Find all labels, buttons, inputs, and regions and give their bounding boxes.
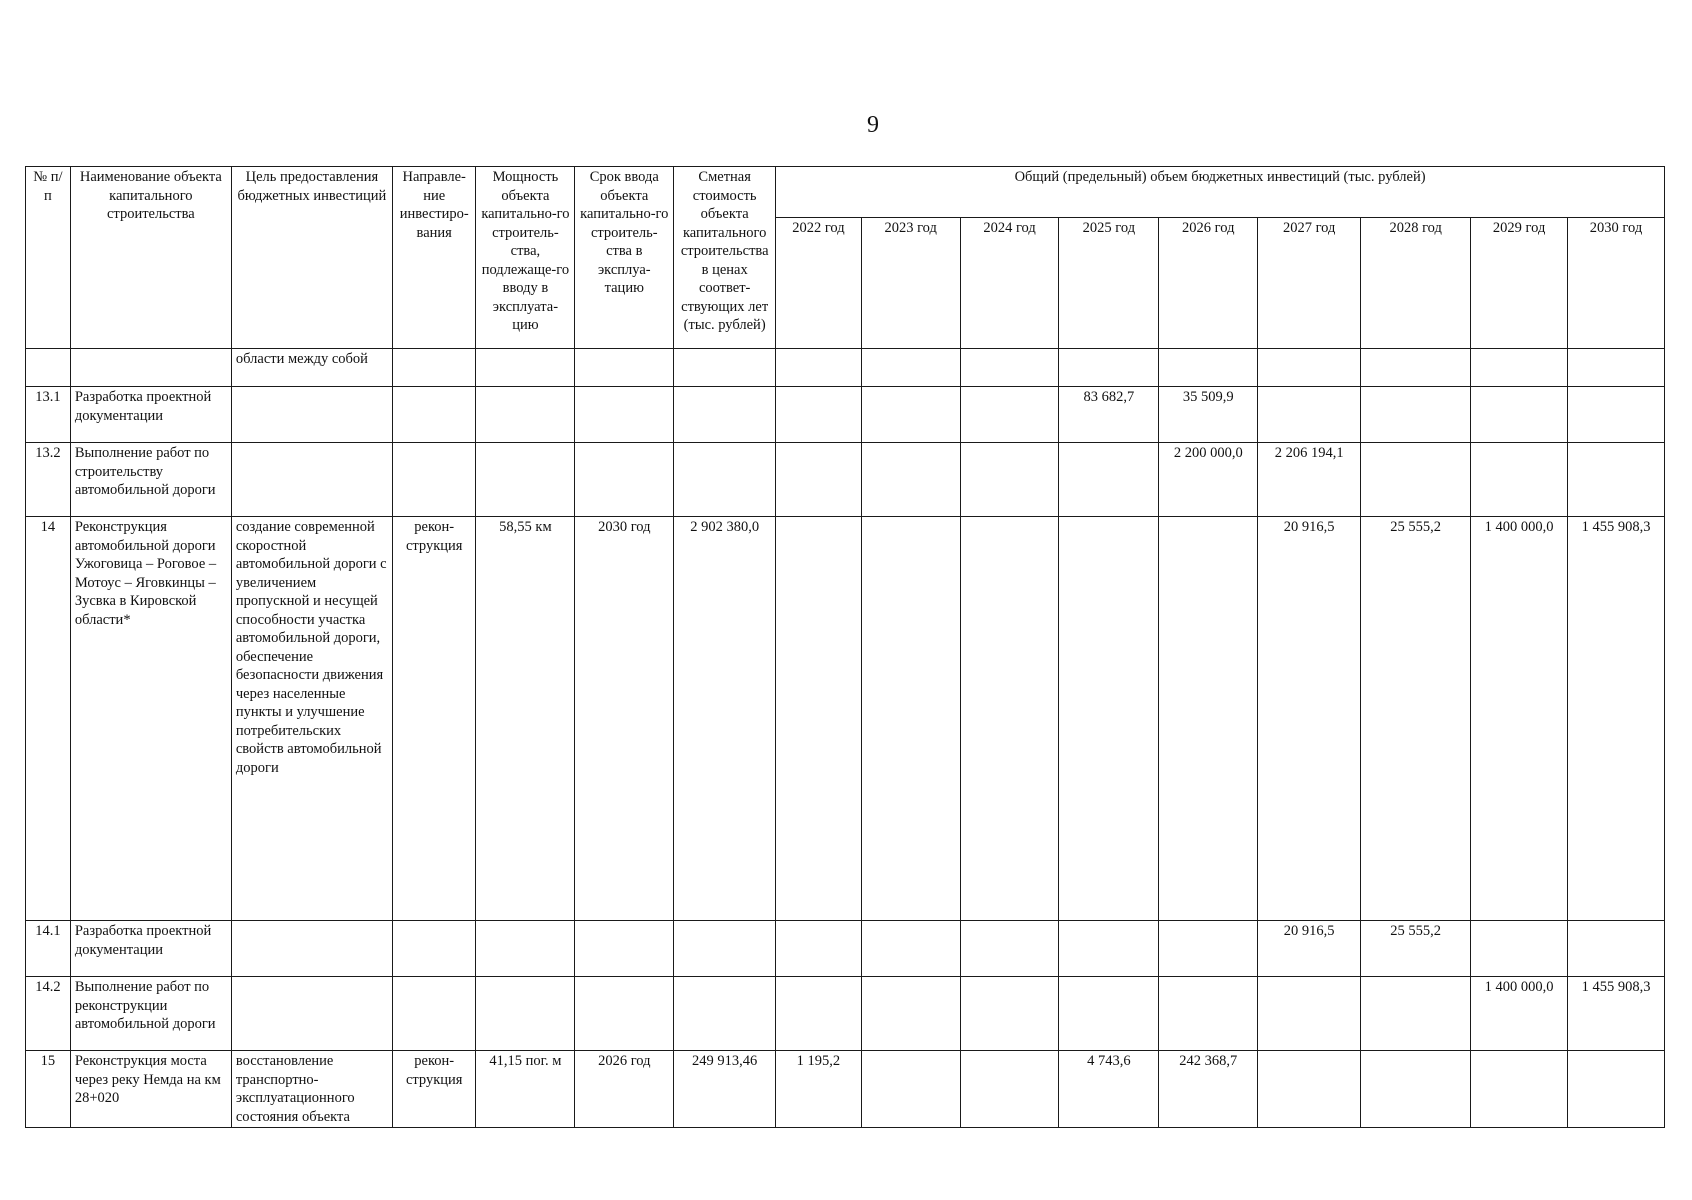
year-value: [1159, 977, 1258, 1051]
year-value: [1568, 387, 1665, 443]
table-row: [26, 443, 1665, 517]
header-year: 2025 год: [1059, 218, 1159, 349]
page-number: 9: [867, 112, 879, 138]
year-value: [960, 1051, 1059, 1128]
header-year: 2024 год: [960, 218, 1059, 349]
object-capacity: 41,15 пог. м: [476, 1051, 575, 1128]
header-term: Срок ввода объекта капитально-го строитель-ства в эксплуа-тацию: [575, 167, 674, 349]
year-value: [1361, 977, 1471, 1051]
year-value: [776, 443, 862, 517]
year-value: 242 368,7: [1159, 1051, 1258, 1128]
year-value: [776, 977, 862, 1051]
header-year: 2023 год: [861, 218, 960, 349]
year-value: 25 555,2: [1361, 921, 1471, 977]
row-number: 14.1: [26, 921, 71, 977]
object-capacity: [476, 443, 575, 517]
investment-direction: рекон-струкция: [392, 517, 476, 921]
header-purpose: Цель предоставления бюджетных инвестиций: [231, 167, 392, 349]
year-value: [960, 349, 1059, 387]
year-value: [1159, 349, 1258, 387]
header-direction: Направле-ние инвестиро-вания: [392, 167, 476, 349]
investment-direction: [392, 443, 476, 517]
object-capacity: [476, 349, 575, 387]
year-value: [861, 517, 960, 921]
object-capacity: 58,55 км: [476, 517, 575, 921]
header-total-investment: Общий (предельный) объем бюджетных инвестиций (тыс. рублей): [776, 167, 1665, 218]
year-value: [960, 387, 1059, 443]
year-value: [960, 443, 1059, 517]
header-year: 2029 год: [1471, 218, 1568, 349]
investment-purpose: области между собой: [231, 349, 392, 387]
investment-purpose: создание современной скоростной автомобильной дороги с увеличением пропускной и несущей способности участка автомобильной дороги, обеспечение безопасности движения через населенные пункты и улучшение потребительских свойств автомобильной дороги: [231, 517, 392, 921]
year-value: [1568, 443, 1665, 517]
investment-direction: [392, 387, 476, 443]
header-year: 2022 год: [776, 218, 862, 349]
row-number: [26, 349, 71, 387]
year-value: 25 555,2: [1361, 517, 1471, 921]
year-value: 1 455 908,3: [1568, 517, 1665, 921]
year-value: [776, 387, 862, 443]
year-value: 83 682,7: [1059, 387, 1159, 443]
table-row: [26, 977, 1665, 1051]
year-value: [1361, 1051, 1471, 1128]
year-value: 2 200 000,0: [1159, 443, 1258, 517]
header-estimated-cost: Сметная стоимость объекта капитального строительства в ценах соответ-ствующих лет (тыс. рублей): [674, 167, 776, 349]
year-value: [776, 349, 862, 387]
year-value: 1 455 908,3: [1568, 977, 1665, 1051]
investment-purpose: восстановление транспортно-эксплуатационного состояния объекта: [231, 1051, 392, 1128]
table-row: [26, 1051, 1665, 1128]
object-capacity: [476, 977, 575, 1051]
estimated-cost: [674, 387, 776, 443]
header-year: 2027 год: [1258, 218, 1361, 349]
year-value: [1059, 517, 1159, 921]
year-value: [1258, 349, 1361, 387]
year-value: [1059, 443, 1159, 517]
year-value: 1 195,2: [776, 1051, 862, 1128]
object-name: Реконструкция автомобильной дороги Ужоговица – Роговое – Мотоус – Яговкинцы – Зусвка в Кировской области*: [70, 517, 231, 921]
investment-purpose: [231, 977, 392, 1051]
year-value: [861, 921, 960, 977]
object-name: Выполнение работ по строительству автомобильной дороги: [70, 443, 231, 517]
commissioning-term: [575, 443, 674, 517]
estimated-cost: 249 913,46: [674, 1051, 776, 1128]
year-value: [1258, 387, 1361, 443]
investment-direction: [392, 977, 476, 1051]
estimated-cost: [674, 921, 776, 977]
investment-purpose: [231, 921, 392, 977]
year-value: [861, 977, 960, 1051]
year-value: [1568, 349, 1665, 387]
investment-direction: рекон-струкция: [392, 1051, 476, 1128]
year-value: [1258, 1051, 1361, 1128]
estimated-cost: [674, 349, 776, 387]
year-value: 1 400 000,0: [1471, 977, 1568, 1051]
year-value: [776, 517, 862, 921]
year-value: [1471, 1051, 1568, 1128]
object-name: Разработка проектной документации: [70, 921, 231, 977]
year-value: 1 400 000,0: [1471, 517, 1568, 921]
object-name: Разработка проектной документации: [70, 387, 231, 443]
commissioning-term: [575, 349, 674, 387]
commissioning-term: [575, 387, 674, 443]
commissioning-term: 2030 год: [575, 517, 674, 921]
row-number: 13.2: [26, 443, 71, 517]
row-number: 14: [26, 517, 71, 921]
table-row: [26, 517, 1665, 921]
year-value: [1159, 517, 1258, 921]
row-number: 15: [26, 1051, 71, 1128]
year-value: [861, 349, 960, 387]
table-row: [26, 921, 1665, 977]
investment-purpose: [231, 387, 392, 443]
estimated-cost: 2 902 380,0: [674, 517, 776, 921]
header-object-name: Наименование объекта капитального строительства: [70, 167, 231, 349]
year-value: [1361, 443, 1471, 517]
table-row: [26, 387, 1665, 443]
budget-investment-table: [25, 166, 1665, 1128]
year-value: [1059, 921, 1159, 977]
year-value: [960, 921, 1059, 977]
commissioning-term: [575, 921, 674, 977]
object-name: [70, 349, 231, 387]
object-capacity: [476, 387, 575, 443]
year-value: [1471, 387, 1568, 443]
header-no: № п/п: [26, 167, 71, 349]
investment-direction: [392, 921, 476, 977]
estimated-cost: [674, 977, 776, 1051]
header-year: 2026 год: [1159, 218, 1258, 349]
year-value: [861, 443, 960, 517]
year-value: [776, 921, 862, 977]
year-value: [960, 517, 1059, 921]
year-value: [960, 977, 1059, 1051]
object-capacity: [476, 921, 575, 977]
year-value: [861, 387, 960, 443]
row-number: 13.1: [26, 387, 71, 443]
year-value: [861, 1051, 960, 1128]
header-year: 2028 год: [1361, 218, 1471, 349]
year-value: [1568, 921, 1665, 977]
year-value: 2 206 194,1: [1258, 443, 1361, 517]
year-value: [1361, 387, 1471, 443]
commissioning-term: 2026 год: [575, 1051, 674, 1128]
investment-direction: [392, 349, 476, 387]
estimated-cost: [674, 443, 776, 517]
year-value: [1059, 349, 1159, 387]
object-name: Выполнение работ по реконструкции автомобильной дороги: [70, 977, 231, 1051]
year-value: [1159, 921, 1258, 977]
year-value: 20 916,5: [1258, 517, 1361, 921]
year-value: [1258, 977, 1361, 1051]
object-name: Реконструкция моста через реку Немда на км 28+020: [70, 1051, 231, 1128]
header-capacity: Мощность объекта капитально-го строитель-ства, подлежаще-го вводу в эксплуата-цию: [476, 167, 575, 349]
year-value: [1471, 921, 1568, 977]
year-value: 4 743,6: [1059, 1051, 1159, 1128]
row-number: 14.2: [26, 977, 71, 1051]
table-row: [26, 349, 1665, 387]
header-year: 2030 год: [1568, 218, 1665, 349]
year-value: 35 509,9: [1159, 387, 1258, 443]
year-value: 20 916,5: [1258, 921, 1361, 977]
year-value: [1568, 1051, 1665, 1128]
year-value: [1471, 349, 1568, 387]
year-value: [1471, 443, 1568, 517]
year-value: [1059, 977, 1159, 1051]
investment-purpose: [231, 443, 392, 517]
commissioning-term: [575, 977, 674, 1051]
year-value: [1361, 349, 1471, 387]
